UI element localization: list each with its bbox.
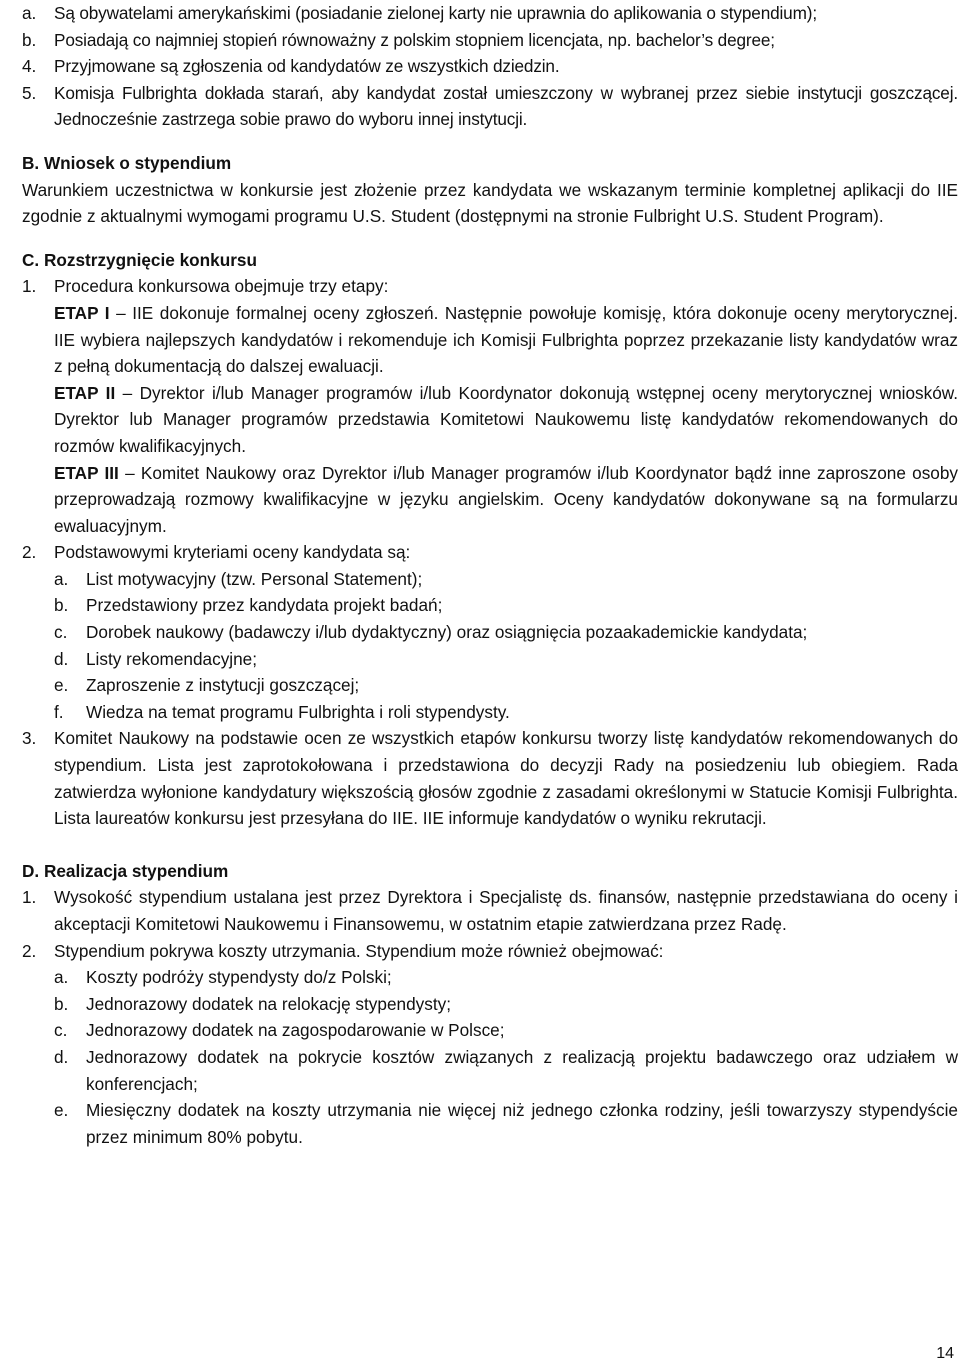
section-b-text: Warunkiem uczestnictwa w konkursie jest złożenie przez kandydata we wskazanym terminie kompletnej aplikacji do IIE zgodnie z aktualnymi wymogami programu U.S. Student (dostępnymi na stronie Fulbright U.S. Student Program). [22,179,958,227]
item-text: Zaproszenie z instytucji goszczącej; [86,675,360,696]
criteria-item [22,566,958,593]
criteria-item [22,672,958,699]
item-number: 3. [22,728,37,749]
criteria-item [22,592,958,619]
list-item [22,884,958,937]
list-item [0,80,958,133]
item-text: Przedstawiony przez kandydata projekt badań; [86,595,443,616]
criteria-item [22,699,958,726]
item-text: Koszty podróży stypendysty do/z Polski; [86,967,392,988]
item-text: Dorobek naukowy (badawczy i/lub dydaktyczny) oraz osiągnięcia pozaakademickie kandydata; [86,622,808,643]
extras-item [22,1017,958,1044]
item-text: Listy rekomendacyjne; [86,648,258,669]
item-text: Posiadają co najmniej stopień równoważny z polskim stopniem licencjata, np. bachelor’s degree; [54,29,775,50]
stage-label: ETAP II [54,382,116,403]
stage-2 [22,380,958,460]
item-label: a. [22,3,37,23]
list-item [22,539,958,566]
item-text: Jednorazowy dodatek na zagospodarowanie w Polsce; [86,1020,505,1041]
section-heading-d: D. Realizacja stypendium [22,860,229,881]
item-label: d. [54,648,69,669]
list-item [22,273,958,300]
item-number: 2. [22,940,37,961]
item-text: Przyjmowane są zgłoszenia od kandydatów ze wszystkich dziedzin. [54,56,560,77]
item-label: c. [54,1020,68,1041]
item-label: a. [54,568,69,589]
list-item [22,27,958,54]
stage-label: ETAP III [54,462,119,483]
item-text: List motywacyjny (tzw. Personal Statement); [86,568,423,589]
section-heading-b: B. Wniosek o stypendium [22,152,232,173]
item-text: Jednorazowy dodatek na pokrycie kosztów związanych z realizacją projektu badawczego oraz udziałem w konferencjach; [86,1046,958,1094]
item-text: Komisja Fulbrighta dokłada starań, aby kandydat został umieszczony w wybranej przez siebie instytucji goszczącej. Jednocześnie zastrzega sobie prawo do wyboru innej instytucji. [54,82,958,130]
item-label: c. [54,622,68,643]
item-label: e. [54,1100,69,1121]
document-page [22,0,958,1150]
item-label: e. [54,675,69,696]
list-item [22,0,958,27]
item-number: 1. [22,276,37,297]
list-item [22,938,958,965]
extras-item [22,1097,958,1150]
item-label: b. [22,29,37,50]
stage-text: – Dyrektor i/lub Manager programów i/lub Koordynator dokonują wstępnej oceny merytorycznej wniosków. Dyrektor lub Manager programów przedstawia Komitetowi Naukowemu listę kandydatów rekomendowanych do rozmów kwalifikacyjnych. [54,382,959,456]
item-number: 1. [22,887,37,908]
item-number: 5. [22,82,37,103]
section-heading-c: C. Rozstrzygnięcie konkursu [22,249,257,270]
stage-3 [22,460,958,540]
item-label: a. [54,967,69,988]
stage-text: – IIE dokonuje formalnej oceny zgłoszeń. Następnie powołuje komisję, która dokonuje oceny merytorycznej. IIE wybiera najlepszych kandydatów i rekomenduje ich Komisji Fulbrighta poprzez przekazanie listy kandydatów wraz z pełną dokumentacją do dalszej ewaluacji. [54,302,958,377]
item-label: d. [54,1046,69,1067]
extras-item [22,964,958,991]
list-item [0,53,958,80]
item-text: Miesięczny dodatek na koszty utrzymania nie więcej niż jednego członka rodziny, jeśli towarzyszy stypendyście przez minimum 80% pobytu. [86,1100,958,1147]
item-text: Komitet Naukowy na podstawie ocen ze wszystkich etapów konkursu tworzy listę kandydatów rekomendowanych do stypendium. Lista jest zaprotokołowana i przedstawiona do decyzji Rady na posiedzeniu lub obiegiem. Rada zatwierdza wyłonione kandydatury większością głosów zgodnie z zasadami określonymi w Statucie Komisji Fulbrighta. Lista laureatów konkursu jest przesyłana do IIE. IIE informuje kandydatów o wyniku rekrutacji. [54,728,958,829]
item-label: b. [54,993,69,1014]
item-text: Podstawowymi kryteriami oceny kandydata są: [54,542,411,563]
item-text: Stypendium pokrywa koszty utrzymania. Stypendium może również obejmować: [54,940,664,961]
item-text: Są obywatelami amerykańskimi (posiadanie zielonej karty nie uprawnia do aplikowania o stypendium); [54,3,817,23]
stage-text: – Komitet Naukowy oraz Dyrektor i/lub Manager programów i/lub Koordynator bądź inne zaproszone osoby przeprowadzają rozmowy kwalifikacyjne w języku angielskim. Oceny kandydatów dokonywane są na formularzu ewaluacyjnym. [54,462,959,536]
stage-1 [22,300,958,380]
page-number: 14 [936,1345,954,1362]
item-text: Procedura konkursowa obejmuje trzy etapy: [54,276,389,297]
item-text: Jednorazowy dodatek na relokację stypendysty; [86,993,451,1014]
item-text: Wysokość stypendium ustalana jest przez Dyrektora i Specjalistę ds. finansów, następnie przedstawiana do oceny i akceptacji Komitetowi Naukowemu i Finansowemu, w ostatnim etapie zatwierdzana przez Radę. [54,887,958,934]
list-item [22,725,958,831]
extras-item [22,991,958,1018]
item-text: Wiedza na temat programu Fulbrighta i roli stypendysty. [86,701,510,722]
criteria-item [22,619,958,646]
criteria-item [22,646,958,673]
item-label: f. [54,701,64,722]
item-number: 2. [22,542,37,563]
extras-item [22,1044,958,1097]
item-number: 4. [22,56,37,77]
stage-label: ETAP I [54,302,110,323]
item-label: b. [54,595,69,616]
